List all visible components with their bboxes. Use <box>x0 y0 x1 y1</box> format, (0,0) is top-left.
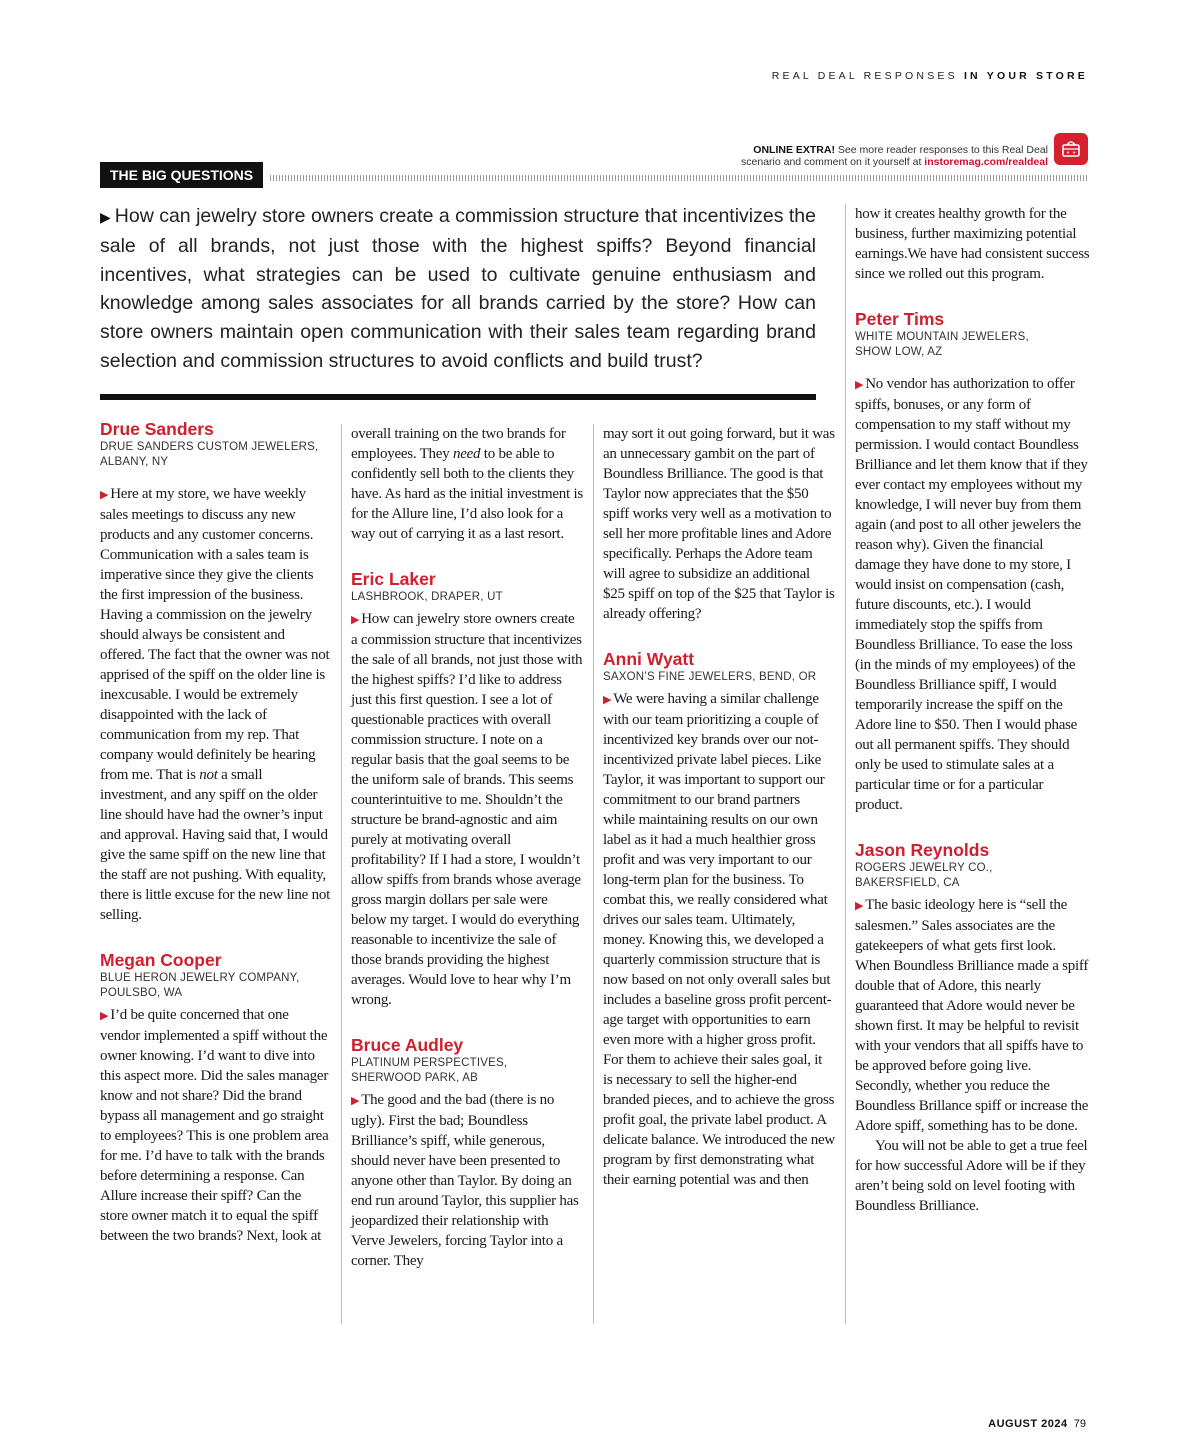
online-extra-label: ONLINE EXTRA! <box>753 144 835 156</box>
response-text-continued <box>855 204 1091 284</box>
column-divider <box>341 424 342 1324</box>
respondent-name: Bruce Audley <box>351 1035 464 1055</box>
response-text <box>351 609 583 1010</box>
big-questions-rule <box>270 175 1088 181</box>
online-extra <box>628 144 1048 168</box>
response-emphasis: need <box>452 446 481 462</box>
triangle-bullet-icon: ▶ <box>855 900 864 912</box>
column-divider <box>845 204 846 1324</box>
response-text <box>100 1005 332 1246</box>
affiliation-line: SHERWOOD PARK, AB <box>351 1072 478 1084</box>
affiliation-line: WHITE MOUNTAIN JEWELERS, <box>855 331 1029 343</box>
big-questions-text <box>100 202 816 376</box>
response-text <box>603 689 835 1190</box>
column-4 <box>855 204 1091 1216</box>
respondent-name: Peter Tims <box>855 309 945 329</box>
response-emphasis: not <box>199 767 218 783</box>
respondent-affiliation <box>855 861 1091 891</box>
affiliation-line: SHOW LOW, AZ <box>855 346 943 358</box>
triangle-bullet-icon: ▶ <box>100 209 111 225</box>
affiliation-line: ROGERS JEWELRY CO., <box>855 862 993 874</box>
respondent-affiliation <box>100 971 332 1001</box>
response-text <box>855 895 1091 1136</box>
issue-date: AUGUST 2024 <box>988 1418 1068 1430</box>
respondent-affiliation <box>603 670 835 685</box>
affiliation-line: POULSBO, WA <box>100 987 183 999</box>
response-text <box>100 484 332 925</box>
questions-divider <box>100 394 816 400</box>
affiliation-line: LASHBROOK, DRAPER, UT <box>351 591 503 603</box>
big-questions-label: THE BIG QUESTIONS <box>100 162 263 188</box>
column-2 <box>351 424 583 1271</box>
response-text-continued <box>351 424 583 544</box>
triangle-bullet-icon: ▶ <box>100 1010 109 1022</box>
column-1 <box>100 418 332 1246</box>
response-text-part: a small investment, and any spiff on the older line should have had the owner’s input and approval. Having said that, I would give the same spiff on the new line that the staff are not pushing. With equality, there is little excuse for the new line not selling. <box>100 767 331 923</box>
response-text-part: The basic ideology here is “sell the salesmen.” Sales associates are the gatekeepers of what gets first look. When Boundless Brilliance made a spiff double that of Adore, this nearly guaranteed that Adore would never be shown first. It may be helpful to revisit with your vendors that all spiffs have to be approved before going live. Secondly, whether you reduce the Boundless Brillance spiff or increase the Adore spiff, something has to be done. <box>855 897 1089 1134</box>
big-questions-body: How can jewelry store owners create a commission structure that incentivizes the sale of all brands, not just those with the highest spiffs? Beyond financial incentives, what strategies can be used to cultivate genuine enthusiasm and knowledge among sales associates for all brands carried by the store? How can store owners maintain open communication with their sales team regarding brand selection and commission structures to avoid conflicts and build trust? <box>100 205 816 372</box>
response-text <box>351 1090 583 1271</box>
page-folio <box>988 1418 1086 1430</box>
column-divider <box>593 424 594 1324</box>
running-head <box>772 70 1088 82</box>
section-label-bold: IN YOUR STORE <box>963 70 1088 82</box>
triangle-bullet-icon: ▶ <box>603 694 612 706</box>
affiliation-line: SAXON’S FINE JEWELERS, BEND, OR <box>603 671 817 683</box>
response-text <box>855 374 1091 815</box>
affiliation-line: BLUE HERON JEWELRY COMPANY, <box>100 972 300 984</box>
affiliation-line: ALBANY, NY <box>100 456 169 468</box>
respondent-affiliation <box>100 440 332 470</box>
affiliation-line: BAKERSFIELD, CA <box>855 877 960 889</box>
online-extra-text-2: scenario and comment on it yourself at <box>741 156 925 168</box>
online-extra-link[interactable]: instoremag.com/realdeal <box>924 156 1048 168</box>
respondent-name: Megan Cooper <box>100 950 222 970</box>
respondent-affiliation <box>855 330 1091 360</box>
respondent-name: Drue Sanders <box>100 419 214 439</box>
response-text-part: I’d be quite concerned that one vendor implemented a spiff without the owner knowing. I’d want to dive into this aspect more. Did the sales manager know and not share? Did the brand bypass all management and go straight to employees? This is one problem area for me. I’d have to talk with the brands before determining a response. Can Allure increase their spiff? Can the store owner match it to equal the spiff between the two brands? Next, look at <box>100 1007 329 1244</box>
affiliation-line: PLATINUM PERSPECTIVES, <box>351 1057 508 1069</box>
online-extra-text-1: See more reader responses to this Real Deal <box>834 144 1048 156</box>
triangle-bullet-icon: ▶ <box>351 1095 360 1107</box>
respondent-name: Eric Laker <box>351 569 436 589</box>
respondent-affiliation <box>351 590 583 605</box>
response-text-continued <box>603 424 835 624</box>
respondent-affiliation <box>351 1056 583 1086</box>
page-number: 79 <box>1073 1418 1086 1430</box>
response-text <box>855 1136 1091 1216</box>
section-label: REAL DEAL RESPONSES <box>771 70 958 82</box>
response-text-part: We were having a similar challenge with our team prioritizing a couple of incentivized key brands over our not-incentivized private label pieces. Like Taylor, it was important to support our commitment to our brand partners while maintaining results on our own label as it had a much healthier gross profit and was very important to our long-term plan for the business. To combat this, we really considered what drives our sales team. Ultimately, money. Knowing this, we developed a quarterly commission structure that is now based on not only overall sales but includes a baseline gross profit percentage target with opportunities to earn even more with a higher gross profit. For them to achieve their sales goal, it is necessary to sell the higher-end branded pieces, and to achieve the gross profit goal, the private label product. A delicate balance. We introduced the new program by first demonstrating what their earning potential was and then <box>603 691 835 1188</box>
affiliation-line: DRUE SANDERS CUSTOM JEWELERS, <box>100 441 319 453</box>
triangle-bullet-icon: ▶ <box>351 614 360 626</box>
response-text-part: How can jewelry store owners create a commission structure that incentivizes the sale of all brands, not just those with the highest spiffs? I’d like to address just this first question. I see a lot of questionable practices with overall commission structure. I note on a regular basis that the goal seems to be the uniform sale of brands. This seems counterintuitive to me. Shouldn’t the structure be brand-agnostic and aim purely at motivating overall profitability? If I had a store, I wouldn’t allow spiffs from brands whose average gross margin dollars per sale were below my target. I would do everything reasonable to incentivize the sale of those brands providing the highest averages. Would love to hear why I’m wrong. <box>351 611 583 1008</box>
response-text-part: You will not be able to get a true feel for how successful Adore will be if they aren’t being sold on level footing with Boundless Brilliance. <box>855 1138 1088 1214</box>
response-text-part: The good and the bad (there is no ugly). First the bad; Boundless Brilliance’s spiff, while generous, should never have been presented to anyone other than Taylor. By doing an end run around Taylor, this supplier has jeopardized their relationship with Verve Jewelers, forcing Taylor into a corner. They <box>351 1092 579 1269</box>
response-text-part: how it creates healthy growth for the business, further maximizing potential earnings.We have had consistent success since we rolled out this program. <box>855 206 1090 282</box>
response-text-part: Here at my store, we have weekly sales meetings to discuss any new products and any customer concerns. Communication with a sales team is imperative since they give the clients the first impression of the business. Having a commission on the jewelry should always be consistent and offered. The fact that the owner was not apprised of the spiff on the older line is inexcusable. I would be extremely disappointed with the lack of communication from my rep. That company would definitely be hearing from me. That is <box>100 486 330 783</box>
shopping-cart-icon[interactable] <box>1054 133 1088 165</box>
response-text-part: No vendor has authorization to offer spiffs, bonuses, or any form of compensation to my staff without my permission. I would contact Boundless Brilliance and let them know that if they ever contact my employees without my knowledge, I will never buy from them again (and post to all other jewelers the reason why). Given the financial damage they have done to my store, I would insist on compensation (cash, future discounts, etc.). I would immediately stop the spiffs from Boundless Brilliance. To ease the loss (in the minds of my employees) of the Boundless Brilliance spiff, I would temporarily increase the spiff on the Adore line to $50. Then I would phase out all permanent spiffs. They should only be used to stimulate sales at a particular time or for a particular product. <box>855 376 1088 813</box>
column-3 <box>603 424 835 1190</box>
respondent-name: Anni Wyatt <box>603 649 695 669</box>
response-text-part: may sort it out going forward, but it was an unnecessary gambit on the part of Boundless Brilliance. The good is that Taylor now appreciates that the $50 spiff works very well as a motivation to sell her more profitable lines and Adore specifically. Perhaps the Adore team will agree to subsidize an additional $25 spiff on top of the $25 that Taylor is already offering? <box>603 426 835 622</box>
megan-continued: overall training on the two brands for employees. They need to be able to confidently sell both to the clients they have. As hard as the initial investment is for the Allure line, I’d also look for a way out of carrying it as a last resort. <box>351 426 583 542</box>
respondent-name: Jason Reynolds <box>855 840 990 860</box>
triangle-bullet-icon: ▶ <box>100 489 109 501</box>
triangle-bullet-icon: ▶ <box>855 379 864 391</box>
